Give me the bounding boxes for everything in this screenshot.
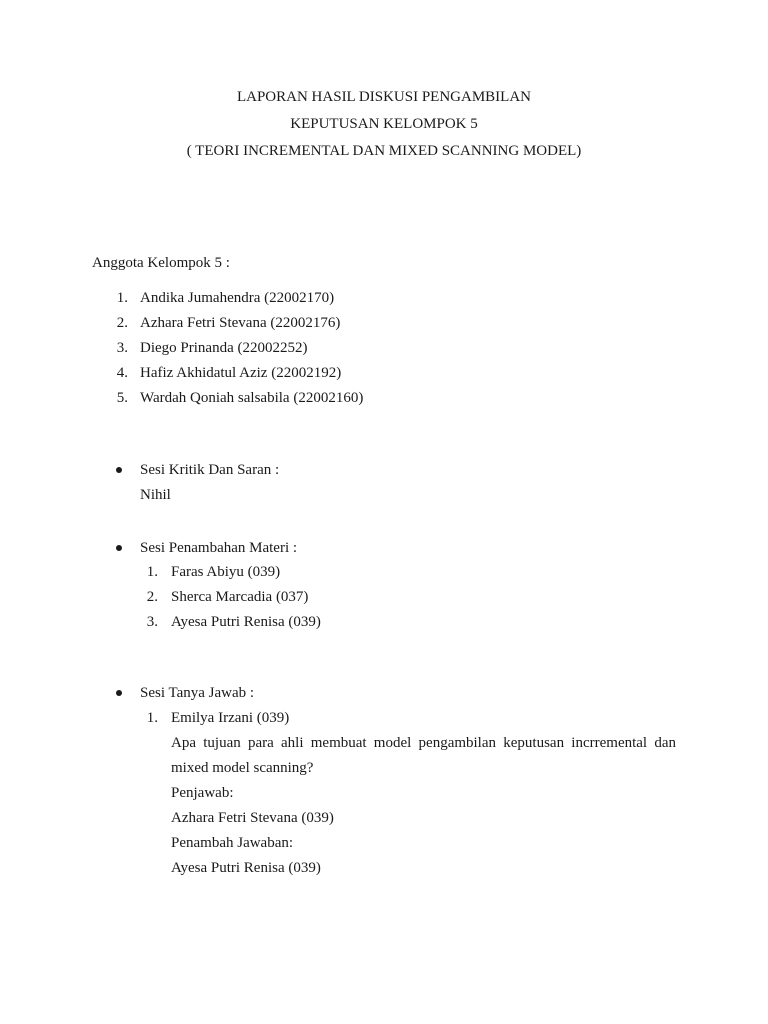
title-line-3: ( TEORI INCREMENTAL DAN MIXED SCANNING MODEL)	[186, 143, 582, 159]
session-content: Nihil	[140, 487, 171, 503]
questioner-name: Emilya Irzani (039)	[171, 710, 290, 726]
answerer-name: Azhara Fetri Stevana (039)	[171, 810, 334, 826]
list-item-text: Wardah Qoniah salsabila (22002160)	[140, 390, 364, 406]
bullet-icon	[116, 690, 122, 696]
additional-answer-label: Penambah Jawaban:	[171, 835, 294, 851]
list-item-number: 3.	[116, 340, 128, 356]
list-item-text: Sherca Marcadia (037)	[171, 589, 309, 605]
list-item-number: 1.	[116, 290, 128, 306]
list-item-number: 1.	[146, 564, 158, 580]
list-item-text: Faras Abiyu (039)	[171, 564, 281, 580]
additional-answer-name: Ayesa Putri Renisa (039)	[171, 860, 321, 876]
members-heading: Anggota Kelompok 5 :	[92, 255, 230, 271]
question-text-line-2: mixed model scanning?	[171, 760, 314, 776]
list-item-number: 3.	[146, 614, 158, 630]
session-label: Sesi Penambahan Materi :	[140, 540, 298, 556]
list-item-text: Andika Jumahendra (22002170)	[140, 290, 335, 306]
title-line-2: KEPUTUSAN KELOMPOK 5	[290, 116, 478, 132]
answerer-label: Penjawab:	[171, 785, 234, 801]
list-item-text: Azhara Fetri Stevana (22002176)	[140, 315, 341, 331]
question-text-line-1: Apa tujuan para ahli membuat model pengambilan keputusan incrremental dan	[171, 735, 676, 751]
list-item-number: 1.	[146, 710, 158, 726]
list-item-number: 4.	[116, 365, 128, 381]
list-item-text: Diego Prinanda (22002252)	[140, 340, 308, 356]
session-label: Sesi Tanya Jawab :	[140, 685, 255, 701]
list-item-number: 2.	[116, 315, 128, 331]
bullet-icon	[116, 545, 122, 551]
session-label: Sesi Kritik Dan Saran :	[140, 462, 280, 478]
list-item-number: 2.	[146, 589, 158, 605]
list-item-text: Ayesa Putri Renisa (039)	[171, 614, 321, 630]
list-item-number: 5.	[116, 390, 128, 406]
title-line-1: LAPORAN HASIL DISKUSI PENGAMBILAN	[236, 89, 532, 105]
bullet-icon	[116, 467, 122, 473]
list-item-text: Hafiz Akhidatul Aziz (22002192)	[140, 365, 342, 381]
